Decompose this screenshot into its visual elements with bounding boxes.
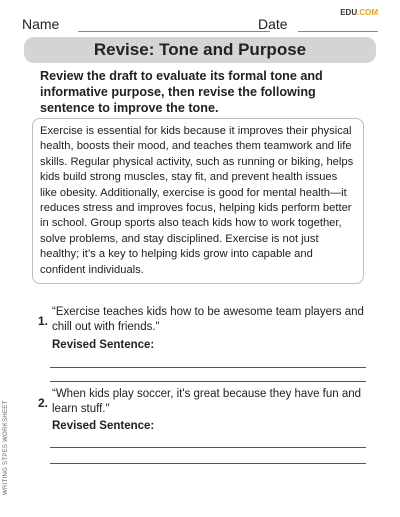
instructions: Review the draft to evaluate its formal tone and informative purpose, then revise the following sentence to improve the tone.: [40, 69, 323, 115]
brand-prefix: EDU: [340, 8, 358, 17]
side-label: WRITING STPES WORKSHEET: [3, 400, 9, 495]
question-text: “When kids play soccer, it's great because they have fun and learn stuff.": [52, 388, 362, 415]
name-line[interactable]: [78, 31, 270, 32]
date-label: Date: [258, 16, 288, 32]
revised-sentence-label: Revised Sentence:: [52, 339, 155, 351]
header-row: [22, 8, 378, 36]
question-number: 1.: [38, 314, 49, 328]
answer-line[interactable]: [50, 367, 366, 368]
passage-text: Exercise is essential for kids because it improves their physical health, boosts their mood, and teaches them teamwork and life skills. Regular physical activity, such as running or biking, helps kids build strong muscles, stay fit, and prevent health issues like obesity. Additionally, exercise is good for mental health—it reduces stress and improves focus, helping kids perform better in school. Group sports also teach kids how to work together, solve problems, and stay disciplined. Exercise is not just healthy; it’s a key to helping kids grow into capable and confident individuals.: [40, 125, 354, 276]
brand-suffix: .COM: [357, 8, 378, 17]
answer-line[interactable]: [50, 381, 366, 382]
answer-line[interactable]: [50, 447, 366, 448]
name-label: Name: [22, 16, 60, 32]
question-text: “Exercise teaches kids how to be awesome team players and chill out with friends.": [52, 306, 364, 333]
date-line[interactable]: [298, 31, 378, 32]
revised-sentence-label: Revised Sentence:: [52, 420, 155, 432]
worksheet-title: Revise: Tone and Purpose: [24, 37, 376, 63]
answer-line[interactable]: [50, 463, 366, 464]
brand-logo: [340, 8, 378, 17]
passage-box: [32, 118, 364, 284]
question-number: 2.: [38, 396, 49, 410]
